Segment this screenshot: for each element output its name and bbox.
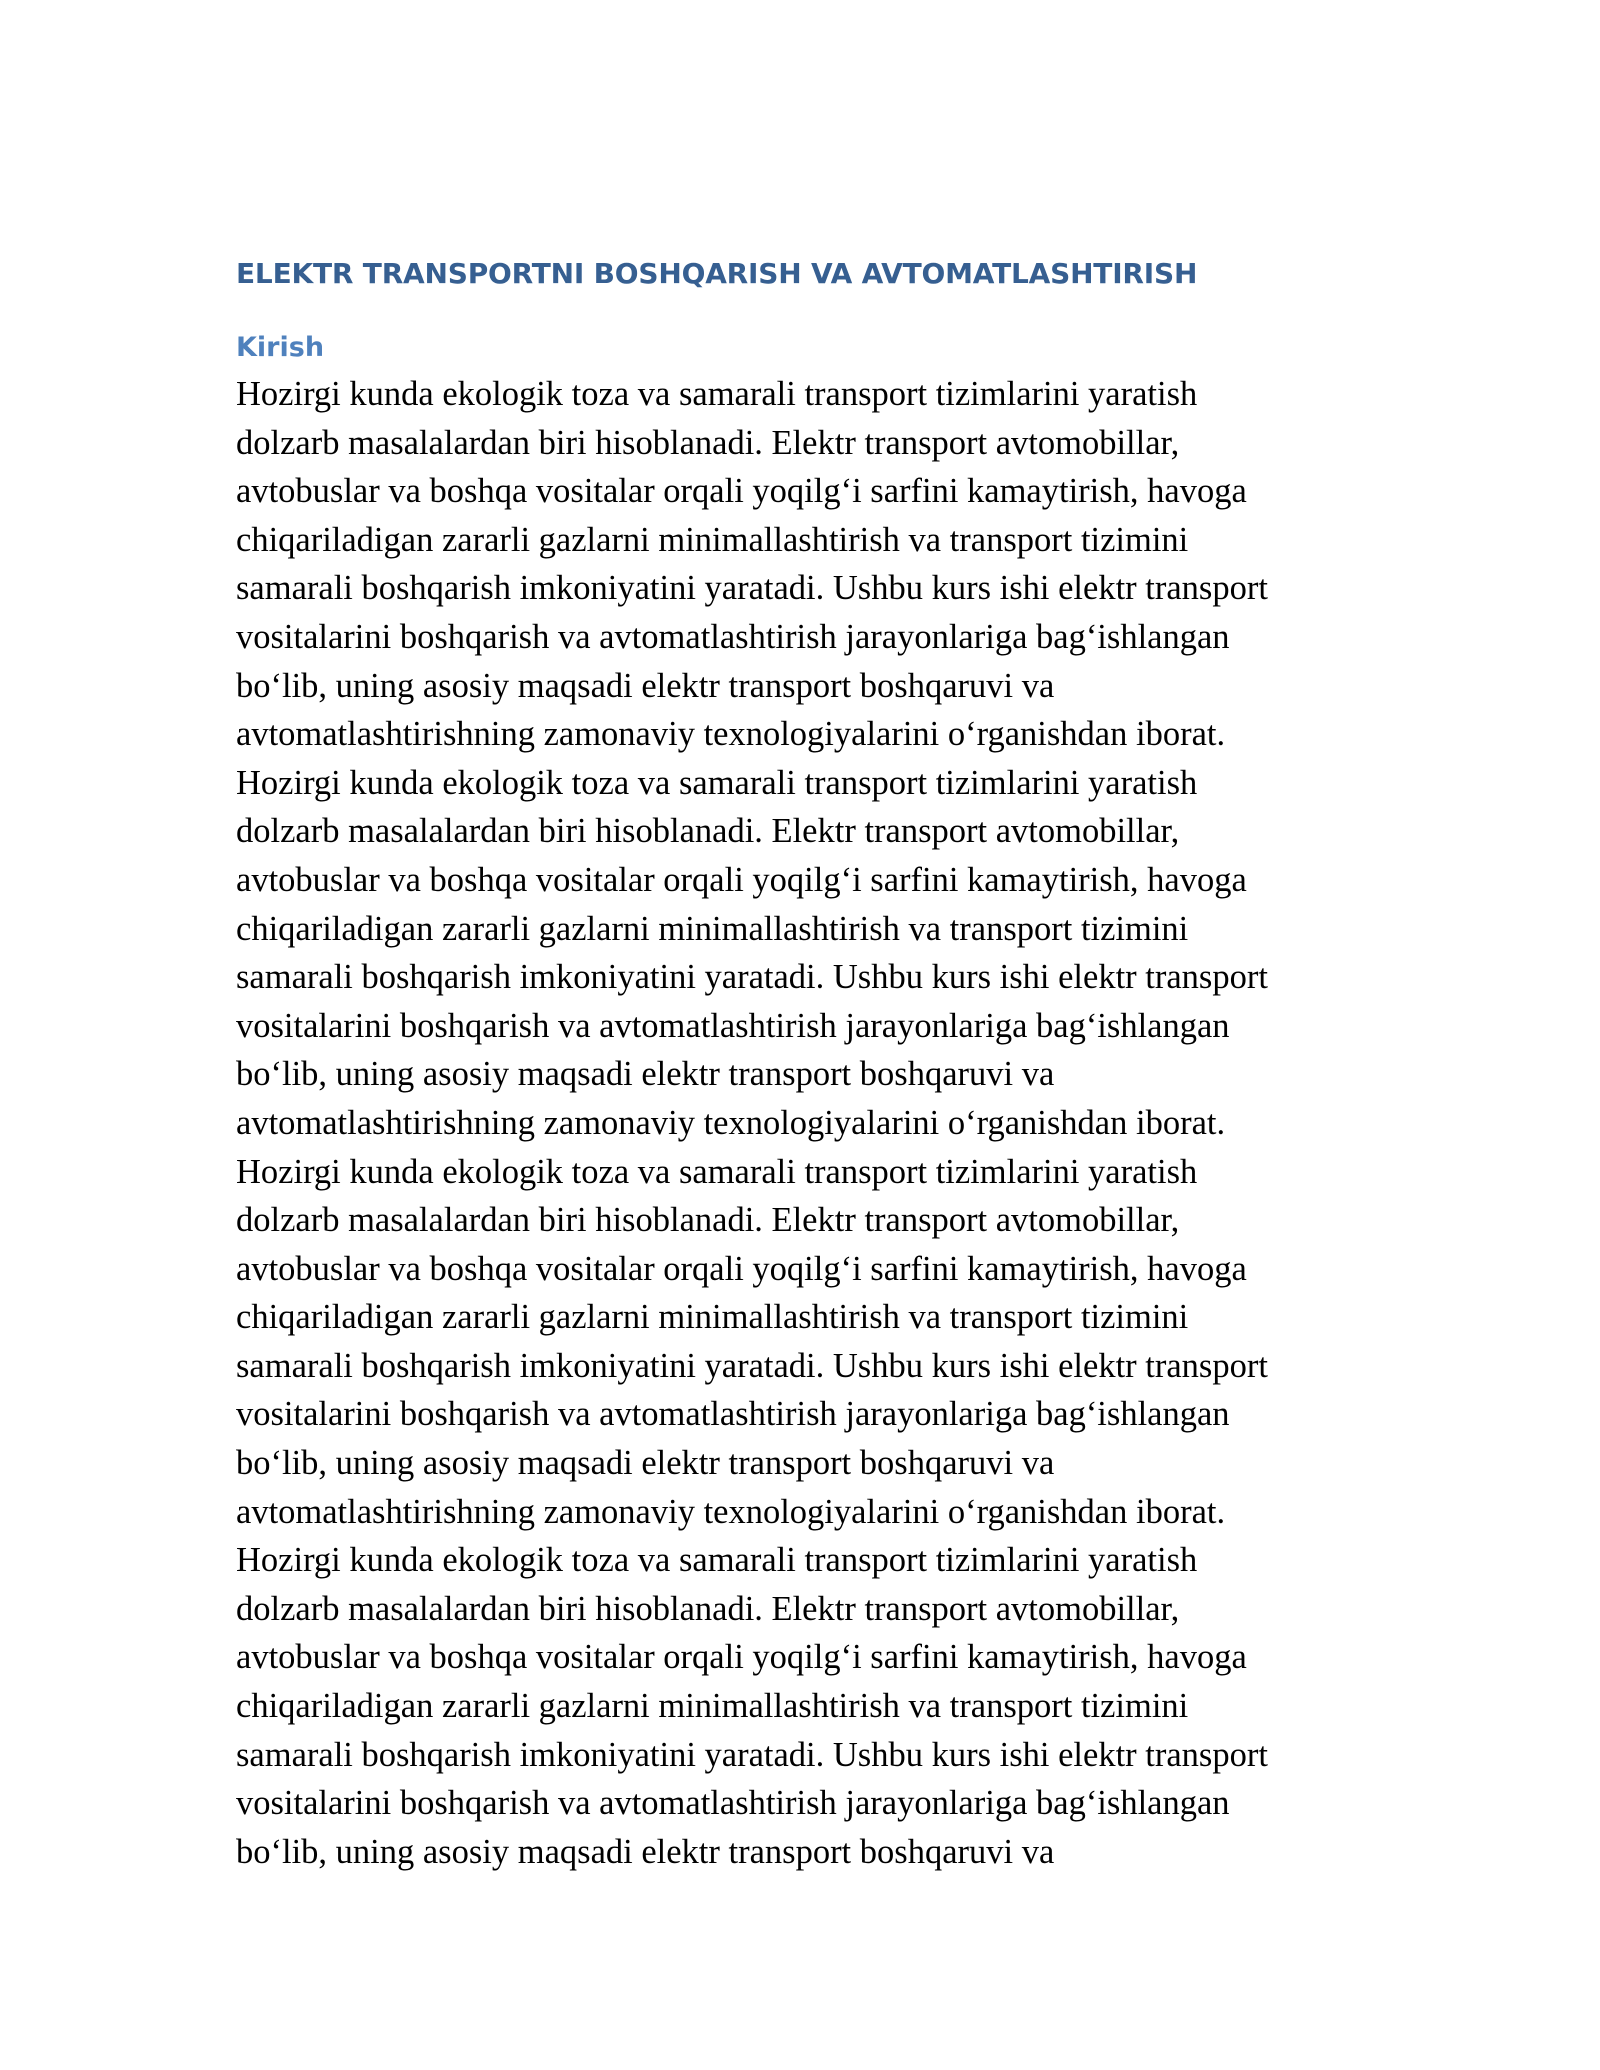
body-text-line: dolzarb masalalardan biri hisoblanadi. Elektr transport avtomobillar, (236, 812, 1180, 851)
body-text-line: dolzarb masalalardan biri hisoblanadi. Elektr transport avtomobillar, (236, 1589, 1180, 1628)
body-text-line: bo‘lib, uning asosiy maqsadi elektr transport boshqaruvi va (236, 1832, 1055, 1871)
body-text-line: vositalarini boshqarish va avtomatlashtirish jarayonlariga bag‘ishlangan (236, 1784, 1230, 1823)
body-text-line: avtobuslar va boshqa vositalar orqali yoqilg‘i sarfini kamaytirish, havoga (236, 472, 1247, 511)
body-text-line: avtobuslar va boshqa vositalar orqali yoqilg‘i sarfini kamaytirish, havoga (236, 1249, 1247, 1288)
document-content (236, 252, 1366, 1876)
body-text-line: vositalarini boshqarish va avtomatlashtirish jarayonlariga bag‘ishlangan (236, 1395, 1230, 1434)
body-text-line: avtomatlashtirishning zamonaviy texnologiyalarini o‘rganishdan iborat. (236, 715, 1226, 754)
body-text-line: Hozirgi kunda ekologik toza va samarali transport tizimlarini yaratish (236, 375, 1198, 413)
body-text-line: samarali boshqarish imkoniyatini yaratadi. Ushbu kurs ishi elektr transport (236, 1735, 1268, 1774)
body-text-line: samarali boshqarish imkoniyatini yaratadi. Ushbu kurs ishi elektr transport (236, 958, 1268, 997)
body-text-line: bo‘lib, uning asosiy maqsadi elektr transport boshqaruvi va (236, 1444, 1055, 1483)
body-text-line: avtomatlashtirishning zamonaviy texnologiyalarini o‘rganishdan iborat. (236, 1103, 1226, 1142)
body-text-line: dolzarb masalalardan biri hisoblanadi. Elektr transport avtomobillar, (236, 423, 1180, 462)
body-text-line: samarali boshqarish imkoniyatini yaratadi. Ushbu kurs ishi elektr transport (236, 569, 1268, 608)
document-title: ELEKTR TRANSPORTNI BOSHQARISH VA AVTOMATLASHTIRISH (236, 257, 1198, 290)
body-text-line: vositalarini boshqarish va avtomatlashtirish jarayonlariga bag‘ishlangan (236, 617, 1230, 656)
section-heading-kirish: Kirish (236, 332, 325, 363)
body-text-line: bo‘lib, uning asosiy maqsadi elektr transport boshqaruvi va (236, 666, 1055, 705)
body-text (236, 370, 1366, 1876)
body-text-line: dolzarb masalalardan biri hisoblanadi. Elektr transport avtomobillar, (236, 1201, 1180, 1240)
body-text-line: chiqariladigan zararli gazlarni minimallashtirish va transport tizimini (236, 1298, 1189, 1337)
body-text-line: avtomatlashtirishning zamonaviy texnologiyalarini o‘rganishdan iborat. (236, 1492, 1226, 1531)
body-text-line: vositalarini boshqarish va avtomatlashtirish jarayonlariga bag‘ishlangan (236, 1006, 1230, 1045)
body-text-line: chiqariladigan zararli gazlarni minimallashtirish va transport tizimini (236, 520, 1189, 559)
body-text-line: avtobuslar va boshqa vositalar orqali yoqilg‘i sarfini kamaytirish, havoga (236, 860, 1247, 899)
body-text-line: avtobuslar va boshqa vositalar orqali yoqilg‘i sarfini kamaytirish, havoga (236, 1638, 1247, 1677)
body-text-line: samarali boshqarish imkoniyatini yaratadi. Ushbu kurs ishi elektr transport (236, 1346, 1268, 1385)
body-text-line: Hozirgi kunda ekologik toza va samarali transport tizimlarini yaratish (236, 1541, 1198, 1580)
body-text-line: bo‘lib, uning asosiy maqsadi elektr transport boshqaruvi va (236, 1055, 1055, 1094)
body-text-line: chiqariladigan zararli gazlarni minimallashtirish va transport tizimini (236, 909, 1189, 948)
body-text-line: Hozirgi kunda ekologik toza va samarali transport tizimlarini yaratish (236, 763, 1198, 802)
body-text-line: chiqariladigan zararli gazlarni minimallashtirish va transport tizimini (236, 1687, 1189, 1726)
body-text-line: Hozirgi kunda ekologik toza va samarali transport tizimlarini yaratish (236, 1152, 1198, 1191)
